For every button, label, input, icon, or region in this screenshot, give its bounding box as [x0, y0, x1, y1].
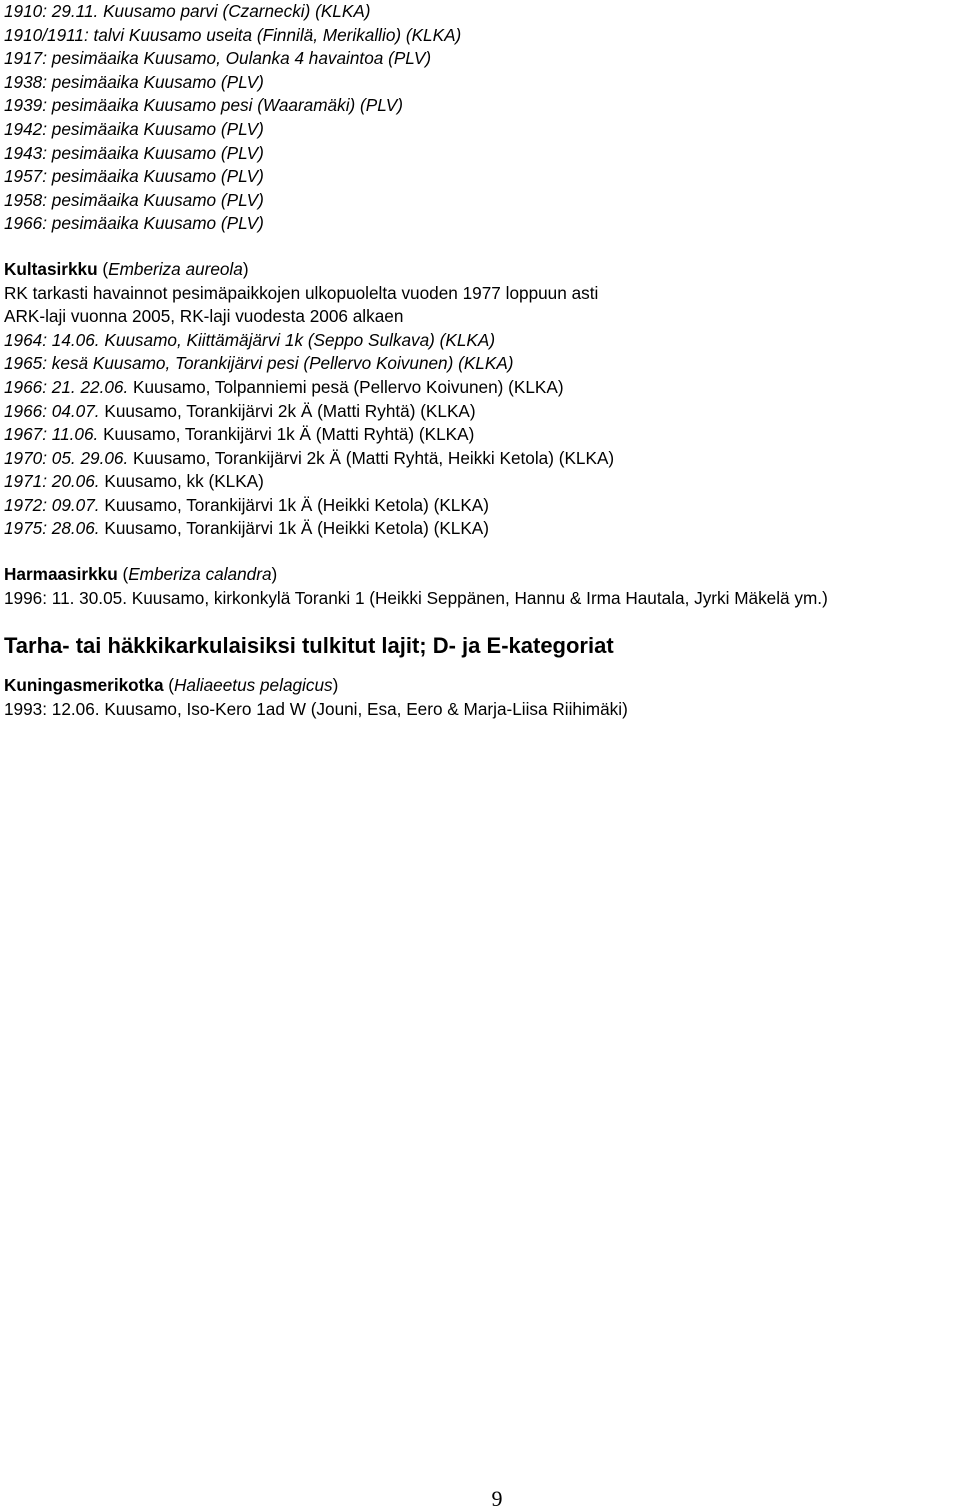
record-text: Kuusamo, Torankijärvi 2k Ä (Matti Ryhtä, Heikki Ketola) (KLKA): [128, 447, 615, 468]
record-line: [4, 400, 958, 424]
record-text: Kuusamo, Torankijärvi 2k Ä (Matti Ryhtä) (KLKA): [99, 400, 476, 421]
document-page: [4, 0, 958, 721]
record-line: 1966: pesimäaika Kuusamo (PLV): [4, 213, 264, 234]
early-records-list: [4, 0, 958, 236]
record-line: [4, 352, 958, 376]
record-line: 1957: pesimäaika Kuusamo (PLV): [4, 166, 264, 187]
kultasirkku-records: [4, 329, 958, 541]
species-name: Kuningasmerikotka: [4, 675, 164, 696]
record-date: 1966: 21. 22.06.: [4, 376, 129, 397]
record-line: [4, 517, 958, 541]
paren-close: ): [242, 258, 249, 279]
record-text: Kuusamo, kk (KLKA): [99, 471, 264, 492]
record-line: 1996: 11. 30.05. Kuusamo, kirkonkylä Toranki 1 (Heikki Seppänen, Hannu & Irma Hautala, Jyrki Mäkelä ym.): [4, 587, 828, 608]
record-line: 1943: pesimäaika Kuusamo (PLV): [4, 142, 264, 163]
record-line: 1938: pesimäaika Kuusamo (PLV): [4, 71, 264, 92]
record-date: 1975: 28.06.: [4, 518, 100, 539]
record-date: 1965: kesä Kuusamo, Torankijärvi pesi (Pellervo Koivunen) (KLKA): [4, 353, 514, 374]
record-line: [4, 376, 958, 400]
record-text: Kuusamo, Torankijärvi 1k Ä (Heikki Ketola) (KLKA): [99, 518, 489, 539]
record-text: Kuusamo, Torankijärvi 1k Ä (Matti Ryhtä) (KLKA): [98, 424, 475, 445]
species-note: RK tarkasti havainnot pesimäpaikkojen ulkopuolelta vuoden 1977 loppuun asti: [4, 282, 599, 303]
species-heading-kuningasmerikotka: [4, 674, 958, 698]
record-line: 1993: 12.06. Kuusamo, Iso-Kero 1ad W (Jouni, Esa, Eero & Marja-Liisa Riihimäki): [4, 698, 628, 719]
record-line: [4, 470, 958, 494]
record-line: 1910/1911: talvi Kuusamo useita (Finnilä, Merikallio) (KLKA): [4, 24, 462, 45]
page-number: 9: [491, 1486, 503, 1511]
record-date: 1967: 11.06.: [4, 424, 99, 445]
record-text: Kuusamo, Torankijärvi 1k Ä (Heikki Ketola) (KLKA): [99, 494, 489, 515]
record-line: [4, 329, 958, 353]
species-heading-kultasirkku: [4, 258, 958, 282]
record-date: 1972: 09.07.: [4, 494, 100, 515]
species-latin: Emberiza aureola: [108, 258, 243, 279]
paren-close: ): [332, 675, 339, 696]
record-line: [4, 423, 958, 447]
species-heading-harmaasirkku: [4, 563, 958, 587]
record-line: 1910: 29.11. Kuusamo parvi (Czarnecki) (KLKA): [4, 1, 371, 21]
record-line: [4, 494, 958, 518]
record-line: 1939: pesimäaika Kuusamo pesi (Waaramäki) (PLV): [4, 95, 403, 116]
paren-open: (: [163, 675, 175, 696]
paren-close: ): [271, 564, 278, 585]
record-line: 1958: pesimäaika Kuusamo (PLV): [4, 189, 264, 210]
paren-open: (: [117, 564, 129, 585]
paren-open: (: [97, 258, 109, 279]
record-line: 1917: pesimäaika Kuusamo, Oulanka 4 havaintoa (PLV): [4, 48, 432, 69]
record-date: 1971: 20.06.: [4, 471, 100, 492]
section-heading: Tarha- tai häkkikarkulaisiksi tulkitut lajit; D- ja E-kategoriat: [4, 633, 614, 659]
record-date: 1966: 04.07.: [4, 400, 100, 421]
species-note: ARK-laji vuonna 2005, RK-laji vuodesta 2006 alkaen: [4, 306, 404, 327]
record-date: 1964: 14.06.: [4, 329, 100, 350]
species-name: Kultasirkku: [4, 258, 98, 279]
species-name: Harmaasirkku: [4, 564, 118, 585]
record-text: Kuusamo, Kiittämäjärvi 1k (Seppo Sulkava) (KLKA): [99, 329, 496, 350]
species-latin: Emberiza calandra: [128, 564, 272, 585]
record-line: 1942: pesimäaika Kuusamo (PLV): [4, 118, 264, 139]
record-text: Kuusamo, Tolpanniemi pesä (Pellervo Koivunen) (KLKA): [128, 376, 564, 397]
species-latin: Haliaeetus pelagicus: [174, 675, 333, 696]
record-date: 1970: 05. 29.06.: [4, 447, 129, 468]
record-line: [4, 447, 958, 471]
